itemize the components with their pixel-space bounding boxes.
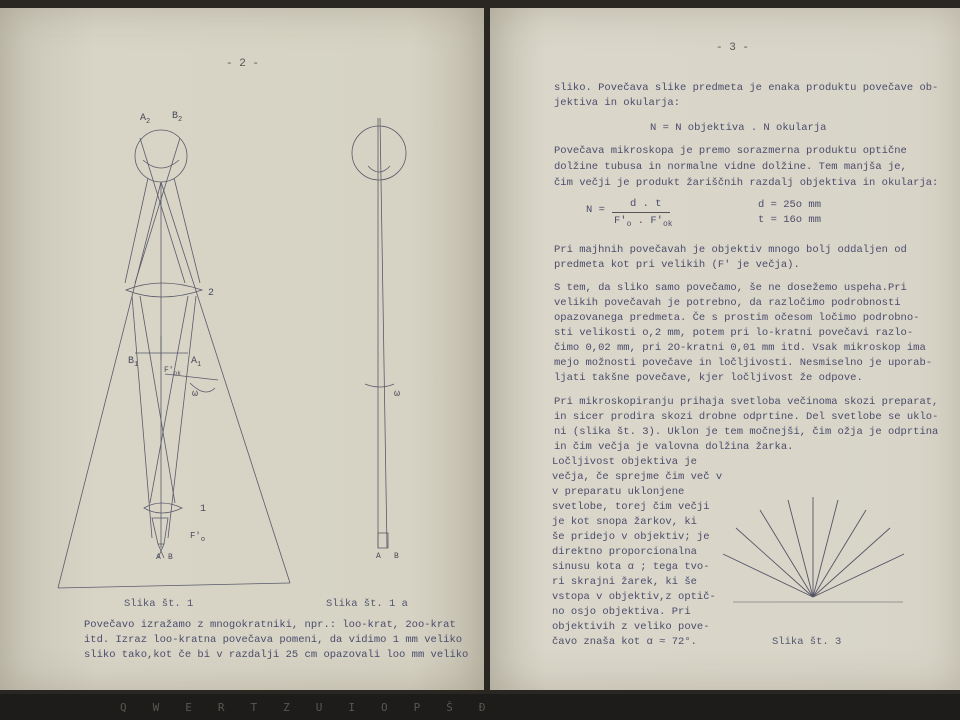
para4-line-13: čavo znaša kot α ≈ 72°.: [552, 636, 697, 648]
para4-line-9: ri skrajni žarek, ki še: [552, 576, 697, 588]
para1-line-1: Pri majhnih povečavah je objektiv mnogo bolj oddaljen od: [554, 244, 907, 256]
formula2-d-value: d = 25o mm: [758, 199, 822, 211]
para4-line-7: direktno proporcionalna: [552, 546, 697, 558]
text-line-2: jektiva in okularja:: [554, 97, 681, 109]
label-1a-a: A: [376, 552, 381, 561]
formula2-denominator: $F'_o$ . $F'_{ok}$: [614, 215, 673, 230]
para2-line-4: sti velikosti o,2 mm, potem pri lo-kratni povečavi razlo-: [554, 327, 914, 339]
label-a2: $A_2$: [140, 113, 151, 126]
caption-figure-1a: Slika št. 1 a: [326, 598, 408, 610]
para4-line-5: je kot snopa žarkov, ki: [552, 516, 697, 528]
para3-line-4: in čim večja je valovna dolžina žarka.: [554, 441, 794, 453]
left-text-line-2: itd. Izraz loo-kratna povečava pomeni, da vidimo 1 mm veliko: [84, 634, 463, 646]
label-omega-1: ω: [192, 389, 199, 400]
label-b2: $B_2$: [172, 111, 183, 124]
para3-line-3: ni (slika št. 3). Uklon je tem močnejši, čim ožja je odprtina: [554, 426, 939, 438]
para4-line-11: no osjo objektiva. Pri: [552, 606, 691, 618]
para4-line-10: vstopa v objektiv,z optič-: [552, 591, 716, 603]
caption-figure-1: Slika št. 1: [124, 598, 194, 610]
para4-line-4: svetlobe, torej čim večji: [552, 501, 710, 513]
label-lens-1: 1: [200, 504, 207, 515]
label-f-ob: $F'_o$: [190, 531, 206, 544]
figure-1a-diagram: [340, 108, 430, 568]
page-number-left: - 2 -: [226, 58, 260, 70]
para3-line-2: in sicer prodira skozi drobne odprtine. Del svetlobe se uklo-: [554, 411, 939, 423]
text-line-1: sliko. Povečava slike predmeta je enaka produktu povečave ob-: [554, 82, 939, 94]
keyboard-strip: [0, 694, 960, 720]
para3-line-1: Pri mikroskopiranju prihaja svetloba večinoma skozi preparat,: [554, 396, 939, 408]
para2-line-6: mejo možnosti povečave in ločljivosti. Nesmiselno je uporab-: [554, 357, 933, 369]
text-line-3: Povečava mikroskopa je premo sorazmerna produktu optične: [554, 145, 907, 157]
text-line-4: dolžine tubusa in normalne vidne dolžine. Tem manjša je,: [554, 161, 907, 173]
left-text-line-1: Povečavo izražamo z mnogokratniki, npr.: loo-krat, 2oo-krat: [84, 619, 456, 631]
label-f-ok: $F'_{ok}$: [164, 366, 181, 377]
formula2-t-value: t = 16o mm: [758, 214, 822, 226]
figure-1-diagram: [40, 98, 310, 598]
para2-line-1: S tem, da sliko samo povečamo, še ne dosežemo uspeha.Pri: [554, 282, 907, 294]
label-bottom-b: B: [168, 553, 173, 562]
para1-line-2: predmeta kot pri velikih (F' je večja).: [554, 259, 800, 271]
label-omega-1a: ω: [394, 389, 401, 400]
caption-figure-3: Slika št. 3: [772, 636, 842, 648]
para4-line-8: sinusu kota α ; tega tvo-: [552, 561, 710, 573]
label-bottom-a: A: [156, 553, 161, 562]
para4-line-1: Ločljivost objektiva je: [552, 456, 697, 468]
para4-line-2: večja, če sprejme čim več v: [552, 471, 723, 483]
para2-line-5: čimo 0,02 mm, pri 2O-kratni 0,01 mm itd. Vsak mikroskop ima: [554, 342, 926, 354]
lens-2: [126, 283, 202, 297]
para2-line-2: velikih povečavah je potrebno, da razločimo podrobnosti: [554, 297, 901, 309]
para4-line-6: še pridejo v objektiv; je: [552, 531, 710, 543]
eye-circle: [135, 130, 187, 182]
label-a1: $A_1$: [191, 356, 202, 369]
formula2-numerator: d . t: [630, 198, 662, 210]
page-number-right: - 3 -: [716, 42, 750, 54]
formula2-lhs: N =: [586, 204, 605, 216]
label-b1: $B_1$: [128, 356, 139, 369]
para4-line-12: objektivih z veliko pove-: [552, 621, 710, 633]
figure-3-diagram: [718, 492, 918, 612]
left-page: [0, 8, 484, 690]
label-1a-b: B: [394, 552, 399, 561]
label-lens-2: 2: [208, 288, 215, 299]
para2-line-7: ljati takšne povečave, kjer ločljivost že odpove.: [554, 372, 863, 384]
left-text-line-3: sliko tako,kot če bi v razdalji 25 cm opazovali loo mm veliko: [84, 649, 469, 661]
para4-line-3: v preparatu uklonjene: [552, 486, 685, 498]
fraction-bar: [612, 212, 670, 213]
para2-line-3: opazovanega predmeta. Če s prostim očesom ločimo podrobno-: [554, 312, 920, 324]
right-page: [490, 8, 960, 690]
formula-magnification: N = N objektiva . N okularja: [650, 122, 827, 134]
text-line-5: čim večji je produkt žariščnih razdalj objektiva in okularja:: [554, 177, 939, 189]
keyboard-keys: QWERTZUIOPŠĐ: [120, 701, 512, 714]
